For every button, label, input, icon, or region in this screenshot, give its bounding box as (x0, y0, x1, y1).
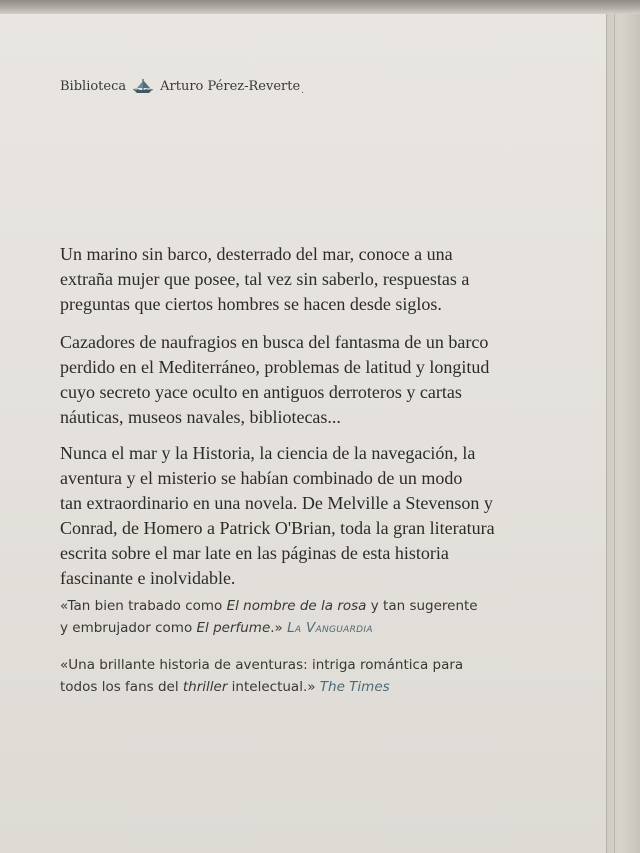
text-line: perdido en el Mediterráneo, problemas de latitud y longitud (60, 357, 490, 377)
quote-source: The Times (319, 679, 390, 695)
synopsis-paragraph-2 (60, 330, 530, 430)
text-line: escrita sobre el mar late en las páginas de esta historia (60, 543, 449, 563)
quote-line: todos los fans del thriller intelectual.» The Times (60, 679, 390, 695)
text-line: extraña mujer que posee, tal vez sin saberlo, respuestas a (60, 269, 470, 289)
synopsis-paragraph-3 (60, 441, 530, 591)
text-line: náuticas, museos navales, bibliotecas... (60, 407, 341, 427)
text-line: Cazadores de naufragios en busca del fantasma de un barco (60, 332, 489, 352)
review-quote-2 (60, 654, 540, 698)
synopsis-paragraph-1 (60, 242, 530, 317)
text-line: Un marino sin barco, desterrado del mar, conoce a una (60, 244, 453, 264)
quote-line: y embrujador como El perfume.» La Vanguardia (60, 620, 373, 636)
quote-source: La Vanguardia (287, 620, 373, 636)
text-line: fascinante e inolvidable. (60, 568, 236, 588)
book-top-edge (0, 0, 640, 14)
genre-term: thriller (182, 679, 228, 695)
book-spine (607, 14, 640, 853)
text-line: Nunca el mar y la Historia, la ciencia de la navegación, la (60, 443, 476, 463)
stray-mark: · (301, 88, 305, 99)
ship-icon (132, 78, 154, 94)
quote-line: «Una brillante historia de aventuras: intriga romántica para (60, 657, 464, 673)
back-cover (0, 14, 607, 853)
book-title-reference: El perfume (196, 620, 271, 636)
series-label: Biblioteca (60, 78, 127, 94)
text-line: Conrad, de Homero a Patrick O'Brian, toda la gran literatura (60, 518, 495, 538)
text-line: preguntas que ciertos hombres se hacen desde siglos. (60, 294, 442, 314)
review-quote-1 (60, 595, 540, 639)
series-header (60, 78, 300, 94)
spine-fold-line (614, 14, 615, 853)
book-title-reference: El nombre de la rosa (226, 598, 367, 614)
text-line: cuyo secreto yace oculto en antiguos derroteros y cartas (60, 382, 462, 402)
text-line: aventura y el misterio se habían combinado de un modo (60, 468, 463, 488)
author-name: Arturo Pérez-Reverte (160, 78, 301, 94)
text-line: tan extraordinario en una novela. De Melville a Stevenson y (60, 493, 493, 513)
quote-line: «Tan bien trabado como El nombre de la rosa y tan sugerente (60, 598, 478, 614)
